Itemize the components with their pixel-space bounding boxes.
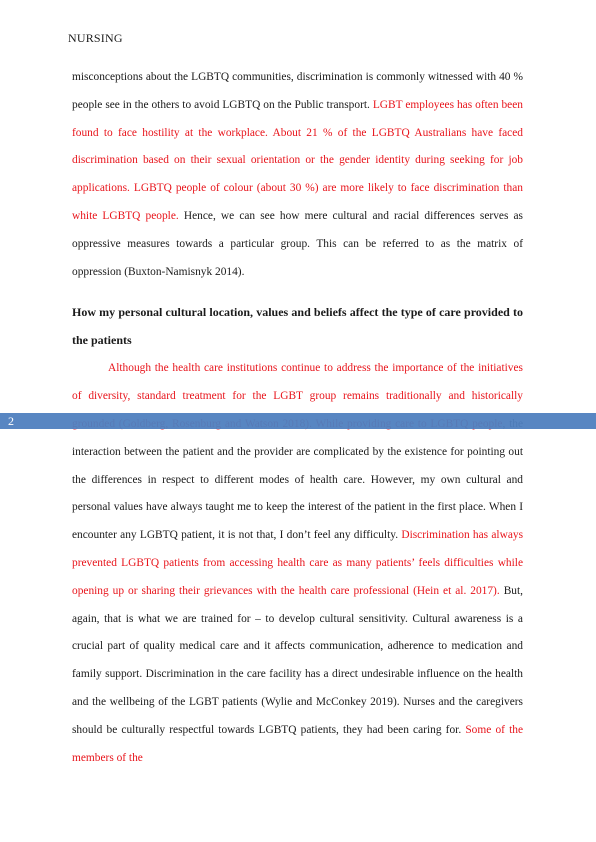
paragraph-1-text-a: misconceptions about the LGBTQ communities, discrimination is commonly witnessed with 40 % people see in the others to avoid LGBTQ on the Public transport. — [72, 71, 523, 111]
running-head: NURSING — [68, 31, 123, 45]
paragraph-1-text-b: Hence, we can see how mere cultural and racial differences serves as oppressive measures towards a particular group. This can be referred to as the matrix of oppression (Buxton-Namisnyk 2014). — [72, 209, 523, 278]
paragraph-2-highlight-a: Although the health care institutions continue to address the importance of the initiatives of diversity, standard treatment for the LGBT group remains traditionally and historically — [72, 362, 523, 403]
paragraph-2-highlight-c: Some of the members of the — [72, 723, 523, 764]
page-number-band — [0, 413, 596, 429]
paragraph-2-text-b: But, again, that is what we are trained for – to develop cultural sensitivity. Cultural awareness is a crucial part of quality medical care and it affects communication, adherence to medication and family support. Discrimination in the care facility has a direct undesirable influence on the health and the wellbeing of the LGBT patients (Wylie and McConkey 2019). Nurses and the caregivers should be culturally respectful towards LGBTQ patients, they had been caring for. — [72, 584, 523, 736]
section-heading: How my personal cultural location, values and beliefs affect the type of care provided to the patients — [72, 305, 523, 348]
paragraph-2-text-a: interaction between the patient and the provider are complicated by the existence for pointing out the differences in respect to different modes of health care. However, my own cultural and personal values have always taught me to keep the interest of the patient in the first place. When I encounter any LGBTQ patient, it is not that, I don’t feel any difficulty. — [72, 445, 523, 542]
paragraph-1-highlight: LGBT employees has often been found to face hostility at the workplace. About 21 % of the LGBTQ Australians have faced discrimination based on their sexual orientation or the gender identity during seeking for job applications. LGBTQ people of colour (about 30 %) are more likely to face discrimination than white LGBTQ people. — [72, 98, 523, 222]
paragraph-1 — [72, 64, 523, 286]
page-number: 2 — [8, 414, 14, 428]
paragraph-2-highlight-b: Discrimination has always prevented LGBTQ patients from accessing health care as many patients’ feels difficulties while opening up or sharing their grievances with the health care professional (Hein et al. 2017). — [72, 529, 524, 597]
